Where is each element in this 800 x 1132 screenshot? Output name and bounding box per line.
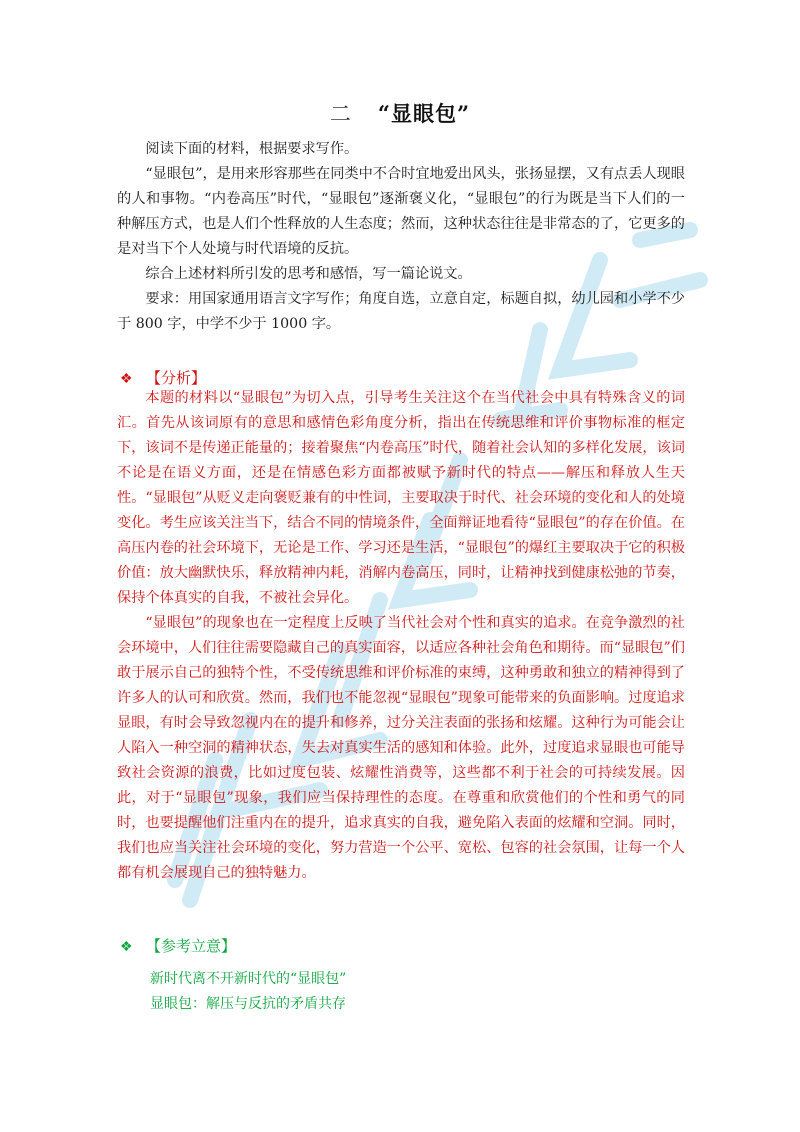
ideas-heading-label: 【参考立意】 [146,937,237,955]
material-paragraph-1: “显眼包”，是用来形容那些在同类中不合时宜地爱出风头，张扬显摆，又有点丢人现眼的人和事物。“内卷高压”时代，“显眼包”逐渐褒义化，“显眼包”的行为既是当下人们的一种解压方式，也是人们个性释放的人生态度；然而，这种状态往往是非常态的了，它更多的是对当下个人处境与时代语境的反抗。 [117,166,685,257]
material-paragraph-2: 综合上述材料所引发的思考和感悟，写一篇论说文。 [145,266,472,282]
analysis-section [117,386,685,886]
idea-item: 显眼包：解压与反抗的矛盾共存 [150,996,346,1012]
diamond-bullet-icon: ❖ [120,371,133,387]
idea-item: 新时代离不开新时代的“显眼包” [150,971,347,987]
ideas-list [150,967,346,1017]
material-instruction: 阅读下面的材料，根据要求写作。 [145,141,359,157]
ideas-heading [120,935,236,958]
material-section [117,137,685,337]
diamond-bullet-icon: ❖ [120,939,133,955]
analysis-paragraph-1: 本题的材料以“显眼包”为切入点，引导考生关注这个在当代社会中具有特殊含义的词汇。首先从该词原有的意思和感情色彩角度分析，指出在传统思维和评价事物标准的框定下，该词不是传递正能量的；接着聚焦“内卷高压”时代，随着社会认知的多样化发展，该词不论是在语义方面，还是在情感色彩方面都被赋予新时代的特点——解压和释放人生天性。“显眼包”从贬义走向褒贬兼有的中性词，主要取决于时代、社会环境的变化和人的处境变化。考生应该关注当下，结合不同的情境条件，全面辩证地看待“显眼包”的存在价值。在高压内卷的社会环境下，无论是工作、学习还是生活，“显眼包”的爆红主要取决于它的积极价值：放大幽默快乐，释放精神内耗，消解内卷高压，同时，让精神找到健康松弛的节奏，保持个体真实的自我，不被社会异化。 [117,390,685,606]
title-text: “显眼包” [377,101,471,126]
title-number: 二 [329,102,352,126]
page-title [0,98,800,128]
analysis-heading-label: 【分析】 [146,369,207,387]
analysis-paragraph-2: “显眼包”的现象也在一定程度上反映了当代社会对个性和真实的追求。在竞争激烈的社会环境中，人们往往需要隐藏自己的真实面容，以适应各种社会角色和期待。而“显眼包”们敢于展示自己的独特个性，不受传统思维和评价标准的束缚，这种勇敢和独立的精神得到了许多人的认可和欣赏。然而，我们也不能忽视“显眼包”现象可能带来的负面影响。过度追求显眼，有时会导致忽视内在的提升和修养，过分关注表面的张扬和炫耀。这种行为可能会让人陷入一种空洞的精神状态，失去对真实生活的感知和体验。此外，过度追求显眼也可能导致社会资源的浪费，比如过度包装、炫耀性消费等，这些都不利于社会的可持续发展。因此，对于“显眼包”现象，我们应当保持理性的态度。在尊重和欣赏他们的个性和勇气的同时，也要提醒他们注重内在的提升，追求真实的自我，避免陷入表面的炫耀和空洞。同时，我们也应当关注社会环境的变化，努力营造一个公平、宽松、包容的社会氛围，让每一个人都有机会展现自己的独特魅力。 [117,615,685,881]
material-requirement: 要求：用国家通用语言文字写作；角度自选，立意自定，标题自拟，幼儿园和小学不少于 800 字，中学不少于 1000 字。 [117,291,685,332]
